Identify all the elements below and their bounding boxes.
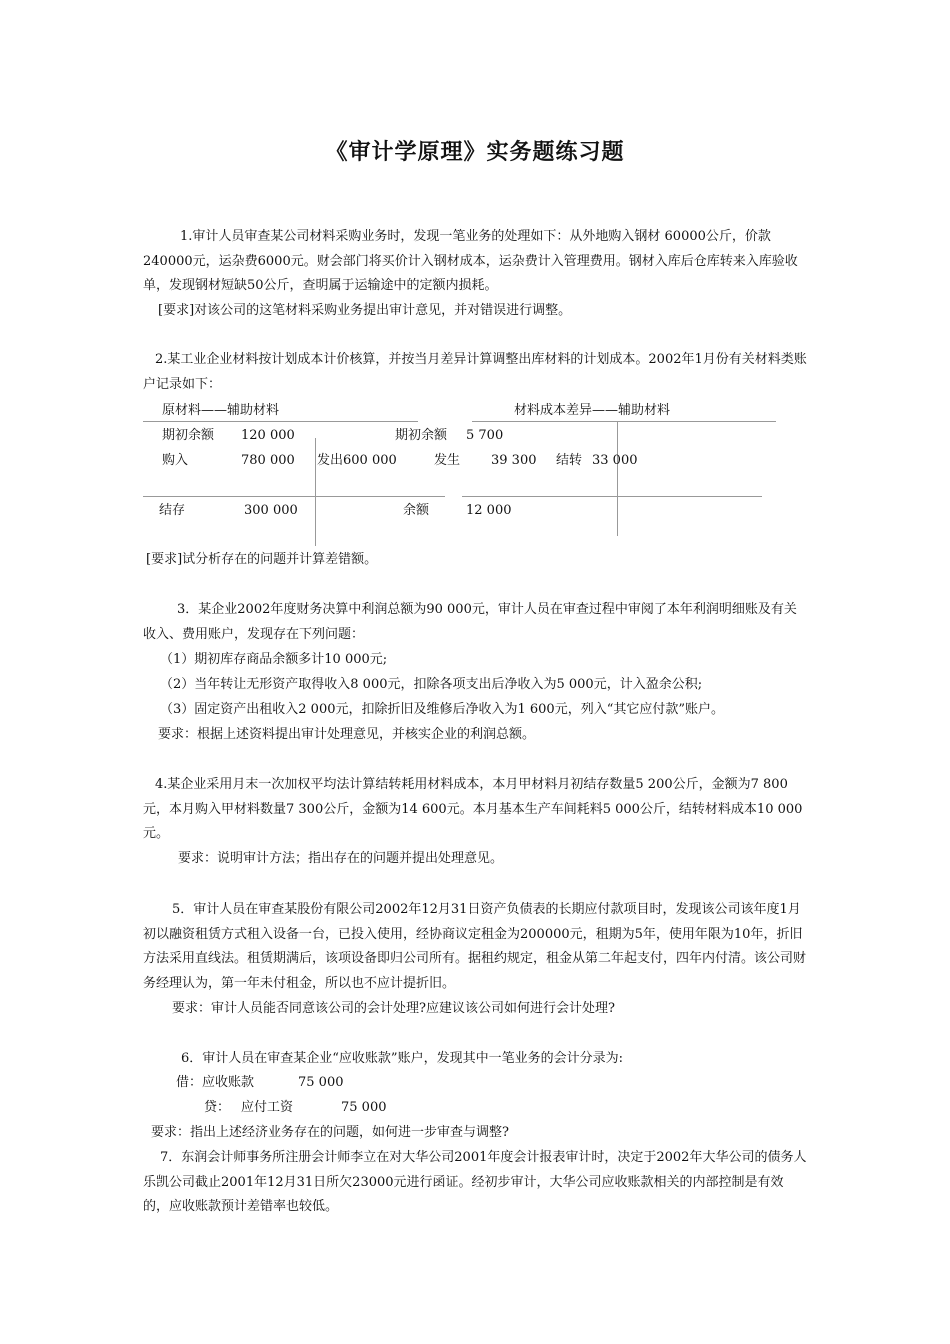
q4-text: 4.某企业采用月末一次加权平均法计算结转耗用材料成本，本月甲材料月初结存数量5 200公斤，金额为7 800元，本月购入甲材料数量7 300公斤，金额为14 600元。本月基本生产车间耗料5 000公斤，结转材料成本10 000元。 [143,777,803,841]
right-transfer-value: 33 000 [592,453,638,468]
left-open-value: 120 000 [241,428,295,443]
left-purchase-label: 购入 [162,453,189,468]
q6-credit-account: 应付工资 [241,1100,294,1115]
q5-requirement: 要求：审计人员能否同意该公司的会计处理?应建议该公司如何进行会计处理? [172,1001,615,1016]
q3-requirement: 要求：根据上述资料提出审计处理意见，并核实企业的利润总额。 [158,727,536,742]
q6-debit-value: 75 000 [298,1075,344,1090]
right-end-value: 12 000 [466,503,512,518]
left-issue-entry: 发出600 000 [317,453,397,468]
q2-requirement: [要求]试分析存在的问题并计算差错额。 [146,552,378,567]
q2-text: 2.某工业企业材料按计划成本计价核算，并按当月差异计算调整出库材料的计划成本。2002年1月份有关材料类账户记录如下： [143,352,807,392]
q7-text: 7．东润会计师事务所注册会计师李立在对大华公司2001年度会计报表审计时，决定于2002年大华公司的债务人乐凯公司截止2001年12月31日所欠23000元进行函证。经初步审计，大华公司应收账款相关的内部控制是有效的，应收账款预计差错率也较低。 [143,1150,807,1214]
q4-requirement: 要求：说明审计方法；指出存在的问题并提出处理意见。 [178,851,504,866]
right-end-label: 余额 [403,503,430,518]
right-account-divider [617,421,618,536]
q5-text: 5．审计人员在审查某股份有限公司2002年12月31日资产负债表的长期应付款项目时，发现该公司该年度1月初以融资租赁方式租入设备一台，已投入使用，经协商议定租金为200000元，租期为5年，使用年限为10年，折旧方法采用直线法。租赁期满后，该项设备即归公司所有。据租约规定，租金从第二年起支付，四年内付清。该公司财务经理认为，第一年未付租金，所以也不应计提折旧。 [143,902,807,991]
left-end-value: 300 000 [244,503,298,518]
left-account-divider [315,438,316,546]
q3-text: 3．某企业2002年度财务决算中利润总额为90 000元，审计人员在审查过程中审阅了本年利润明细账及有关收入、费用账户，发现存在下列问题： [143,602,797,642]
right-occur-label: 发生 [434,453,461,468]
q3-item-2: （2）当年转让无形资产取得收入8 000元，扣除各项支出后净收入为5 000元，计入盈余公积; [160,677,703,692]
left-open-label: 期初余额 [162,428,215,443]
page-title: 《审计学原理》实务题练习题 [325,139,625,165]
q1-text: 1.审计人员审查某公司材料采购业务时，发现一笔业务的处理如下：从外地购入钢材 60000公斤，价款240000元，运杂费6000元。财会部门将买价计入钢材成本，运杂费计入管理费用。钢材入库后仓库转来入库验收单，发现钢材短缺50公斤，查明属于运输途中的定额内损耗。 [143,229,798,293]
right-account-balance-rule [462,496,762,497]
left-purchase-value: 780 000 [241,453,295,468]
right-account-top-rule [472,421,776,422]
q6-credit-label: 贷： [204,1100,231,1115]
right-account-title: 材料成本差异——辅助材料 [514,403,671,418]
right-open-value: 5 700 [466,428,504,443]
q1-requirement: [要求]对该公司的这笔材料采购业务提出审计意见，并对错误进行调整。 [158,303,572,318]
left-account-title: 原材料——辅助材料 [162,403,280,418]
q3-item-1: （1）期初库存商品余额多计10 000元; [160,652,388,667]
left-account-balance-rule [143,496,445,497]
right-open-label: 期初余额 [395,428,448,443]
q6-credit-value: 75 000 [341,1100,387,1115]
right-transfer-label: 结转 [556,453,583,468]
left-end-label: 结存 [159,503,186,518]
q6-debit-label: 借：应收账款 [176,1075,255,1090]
q3-item-3: （3）固定资产出租收入2 000元，扣除折旧及维修后净收入为1 600元，列入“其它应付款”账户。 [160,702,724,717]
q6-text: 6．审计人员在审查某企业“应收账款”账户，发现其中一笔业务的会计分录为: [181,1051,623,1066]
q6-requirement: 要求：指出上述经济业务存在的问题，如何进一步审查与调整? [151,1125,509,1140]
left-account-top-rule [143,421,418,422]
right-occur-value: 39 300 [491,453,537,468]
